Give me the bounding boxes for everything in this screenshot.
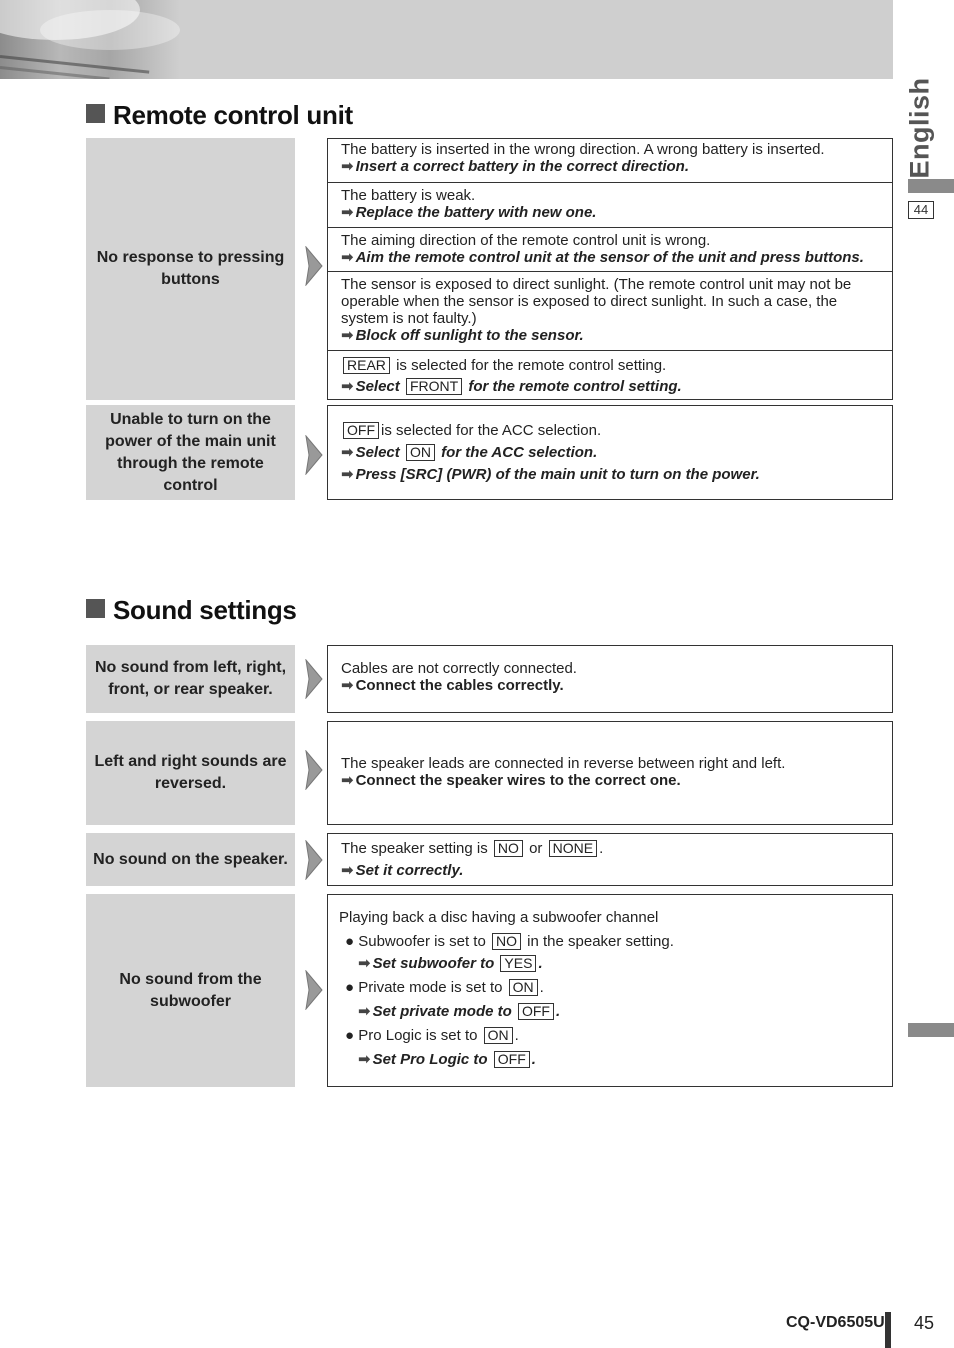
setting-tag: ON (406, 444, 435, 461)
footer-model-number: CQ-VD6505U (786, 1314, 885, 1331)
bullet-dot-icon: ● (345, 1027, 355, 1044)
right-arrow-icon: ➡ (341, 772, 354, 789)
language-tab (904, 77, 935, 179)
right-arrow-icon: ➡ (341, 327, 354, 344)
right-arrow-icon: ➡ (341, 862, 354, 879)
section-title-remote: Remote control unit (86, 100, 353, 131)
causes-box-no-response (327, 138, 893, 400)
right-arrow-icon: ➡ (341, 444, 354, 461)
symptom-reversed: Left and right sounds are reversed. (86, 721, 295, 825)
triangle-arrow-icon (305, 840, 323, 880)
causes-box-unable-power: OFF is selected for the ACC selection. ➡ Select ON for the ACC selection. ➡ Press [SRC] (PWR) of the main unit to turn on the power. (327, 405, 893, 500)
symptom-no-sound-speakers: No sound from left, right, front, or rear speaker. (86, 645, 295, 713)
triangle-arrow-icon (305, 750, 323, 790)
causes-box-subwoofer: Playing back a disc having a subwoofer channel ● Subwoofer is set to NO in the speaker setting. ➡ Set subwoofer to YES . ● Private mode is set to ON . ➡ Set private mode to OFF . ● Pro Logic is set to ON . ➡ Set Pro Logic to OFF . (327, 894, 893, 1087)
triangle-arrow-icon (305, 435, 323, 475)
footer-page-number: 45 (914, 1313, 935, 1333)
setting-tag: OFF (518, 1003, 554, 1020)
square-bullet-icon (86, 104, 105, 123)
section-title-sound: Sound settings (86, 595, 297, 626)
bullet-dot-icon: ● (345, 979, 355, 996)
setting-tag: OFF (494, 1051, 530, 1068)
cause-cell: REAR is selected for the remote control setting. ➡ Select FRONT for the remote control setting. (328, 350, 892, 399)
triangle-arrow-icon (305, 659, 323, 699)
right-arrow-icon: ➡ (341, 249, 354, 266)
triangle-arrow-icon (305, 970, 323, 1010)
setting-tag: ON (509, 979, 538, 996)
square-bullet-icon (86, 599, 105, 618)
setting-tag: ON (484, 1027, 513, 1044)
symptom-no-sound-speaker: No sound on the speaker. (86, 833, 295, 886)
symptom-no-response: No response to pressing buttons (86, 138, 295, 400)
right-arrow-icon: ➡ (358, 955, 371, 972)
triangle-arrow-icon (305, 246, 323, 286)
causes-box-reversed: The speaker leads are connected in reverse between right and left. ➡ Connect the speaker wires to the correct one. (327, 721, 893, 825)
right-arrow-icon: ➡ (358, 1003, 371, 1020)
symptom-unable-power: Unable to turn on the power of the main unit through the remote control (86, 405, 295, 500)
side-page-ref: 44 (908, 201, 934, 219)
header-photo-band (0, 0, 893, 79)
setting-tag: NONE (549, 840, 597, 857)
bullet-dot-icon: ● (345, 933, 355, 950)
cause-cell: The battery is weak. ➡ Replace the battery with new one. (328, 182, 892, 227)
cause-cell: The sensor is exposed to direct sunlight. (The remote control unit may not be operable when the sensor is exposed to direct sunlight. In such a case, the system is not faulty.) ➡ Block off sunlight to the sensor. (328, 271, 892, 351)
right-arrow-icon: ➡ (341, 378, 354, 395)
setting-tag: NO (492, 933, 521, 950)
setting-tag: YES (500, 955, 536, 972)
causes-box-speakers: Cables are not correctly connected. ➡ Connect the cables correctly. (327, 645, 893, 713)
setting-tag: REAR (343, 357, 390, 374)
right-arrow-icon: ➡ (341, 466, 354, 483)
right-arrow-icon: ➡ (358, 1051, 371, 1068)
right-arrow-icon: ➡ (341, 158, 354, 175)
symptom-no-subwoofer: No sound from the subwoofer (86, 894, 295, 1087)
right-arrow-icon: ➡ (341, 677, 354, 694)
cause-cell: The battery is inserted in the wrong direction. A wrong battery is inserted. ➡ Insert a correct battery in the correct direction. (341, 141, 825, 175)
language-label: English (904, 77, 935, 179)
setting-tag: FRONT (406, 378, 462, 395)
setting-tag: NO (494, 840, 523, 857)
footer-divider (885, 1312, 891, 1348)
side-marker-bottom (908, 1023, 954, 1037)
cause-cell: The aiming direction of the remote control unit is wrong. ➡ Aim the remote control unit at the sensor of the unit and press buttons. (328, 227, 892, 272)
setting-tag: OFF (343, 422, 379, 439)
causes-box-speaker-setting: The speaker setting is NO or NONE . ➡ Set it correctly. (327, 833, 893, 886)
side-marker-top (908, 179, 954, 193)
right-arrow-icon: ➡ (341, 204, 354, 221)
